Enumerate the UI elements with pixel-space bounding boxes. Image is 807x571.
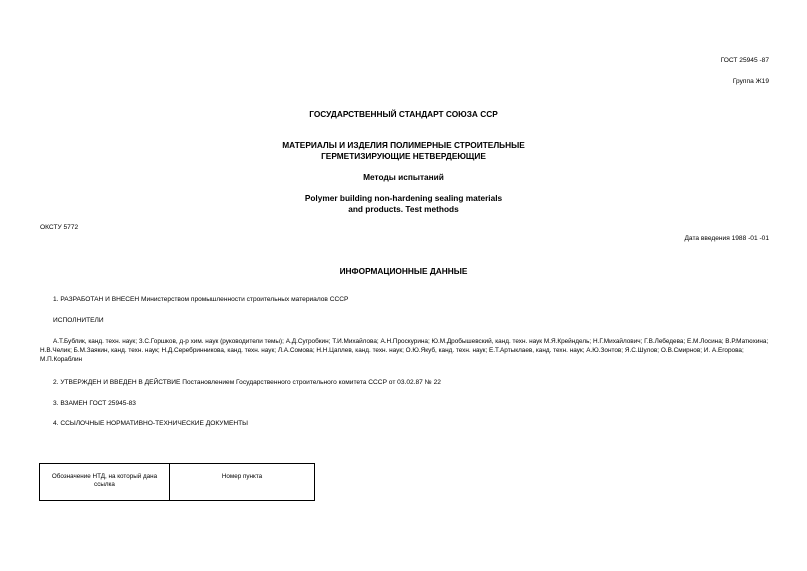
english-title-line-2: and products. Test methods bbox=[348, 204, 459, 214]
document-group: Группа Ж19 bbox=[732, 78, 769, 85]
info-item-2: 2. УТВЕРЖДЕН И ВВЕДЕН В ДЕЙСТВИЕ Постановлением Государственного строительного комитета СССР от 03.02.87 № 22 bbox=[53, 379, 441, 386]
title-line-1: МАТЕРИАЛЫ И ИЗДЕЛИЯ ПОЛИМЕРНЫЕ СТРОИТЕЛЬНЫЕ bbox=[282, 140, 525, 150]
introduction-date: Дата введения 1988 -01 -01 bbox=[684, 235, 769, 242]
table-header-item-number: Номер пункта bbox=[170, 464, 315, 501]
english-title-line-1: Polymer building non-hardening sealing materials bbox=[304, 193, 503, 203]
info-item-1: 1. РАЗРАБОТАН И ВНЕСЕН Министерством промышленности строительных материалов СССР bbox=[53, 296, 349, 303]
performers-list: А.Т.Бублик, канд. техн. наук; З.С.Горшков, д-р хим. наук (руководители темы); А.Д.Сугробкин; Т.И.Михайлова; А.Н.Проскурина; Ю.М.Дробышевский, канд. техн. наук М.Я.Крейндель; Н.Г.Михайлович; Г.В.Лебедева; Е.М.Лосина; В.Р.Матюхина; Н.В.Челик; Б.М.Заякин, канд. техн. наук; Н.Д.Серебринникова, канд. техн. наук; Л.А.Сомова; Н.Н.Цаплев, канд. техн. наук; О.Ю.Якуб, канд. техн. наук; Е.Т.Артыклаев, канд. техн. наук; А.Ю.Зонтов; Я.С.Шулов; О.В.Смирнов; И. А.Егорова; М.П.Кораблин bbox=[40, 338, 769, 363]
performers-label: ИСПОЛНИТЕЛИ bbox=[53, 317, 104, 324]
table-header-row bbox=[40, 464, 315, 501]
info-item-4: 4. ССЫЛОЧНЫЕ НОРМАТИВНО-ТЕХНИЧЕСКИЕ ДОКУМЕНТЫ bbox=[53, 420, 248, 427]
info-heading: ИНФОРМАЦИОННЫЕ ДАННЫЕ bbox=[339, 266, 468, 276]
table-header-ntd-designation: Обозначение НТД, на который дана ссылка bbox=[40, 464, 170, 501]
title-subtitle: Методы испытаний bbox=[363, 172, 444, 182]
info-item-3: 3. ВЗАМЕН ГОСТ 25945-83 bbox=[53, 400, 136, 407]
state-standard-title: ГОСУДАРСТВЕННЫЙ СТАНДАРТ СОЮЗА ССР bbox=[309, 109, 498, 119]
okstu-code: ОКСТУ 5772 bbox=[40, 224, 79, 231]
document-code: ГОСТ 25945 -87 bbox=[720, 57, 769, 64]
title-line-2: ГЕРМЕТИЗИРУЮЩИЕ НЕТВЕРДЕЮЩИЕ bbox=[321, 151, 486, 161]
reference-documents-table bbox=[39, 463, 315, 501]
